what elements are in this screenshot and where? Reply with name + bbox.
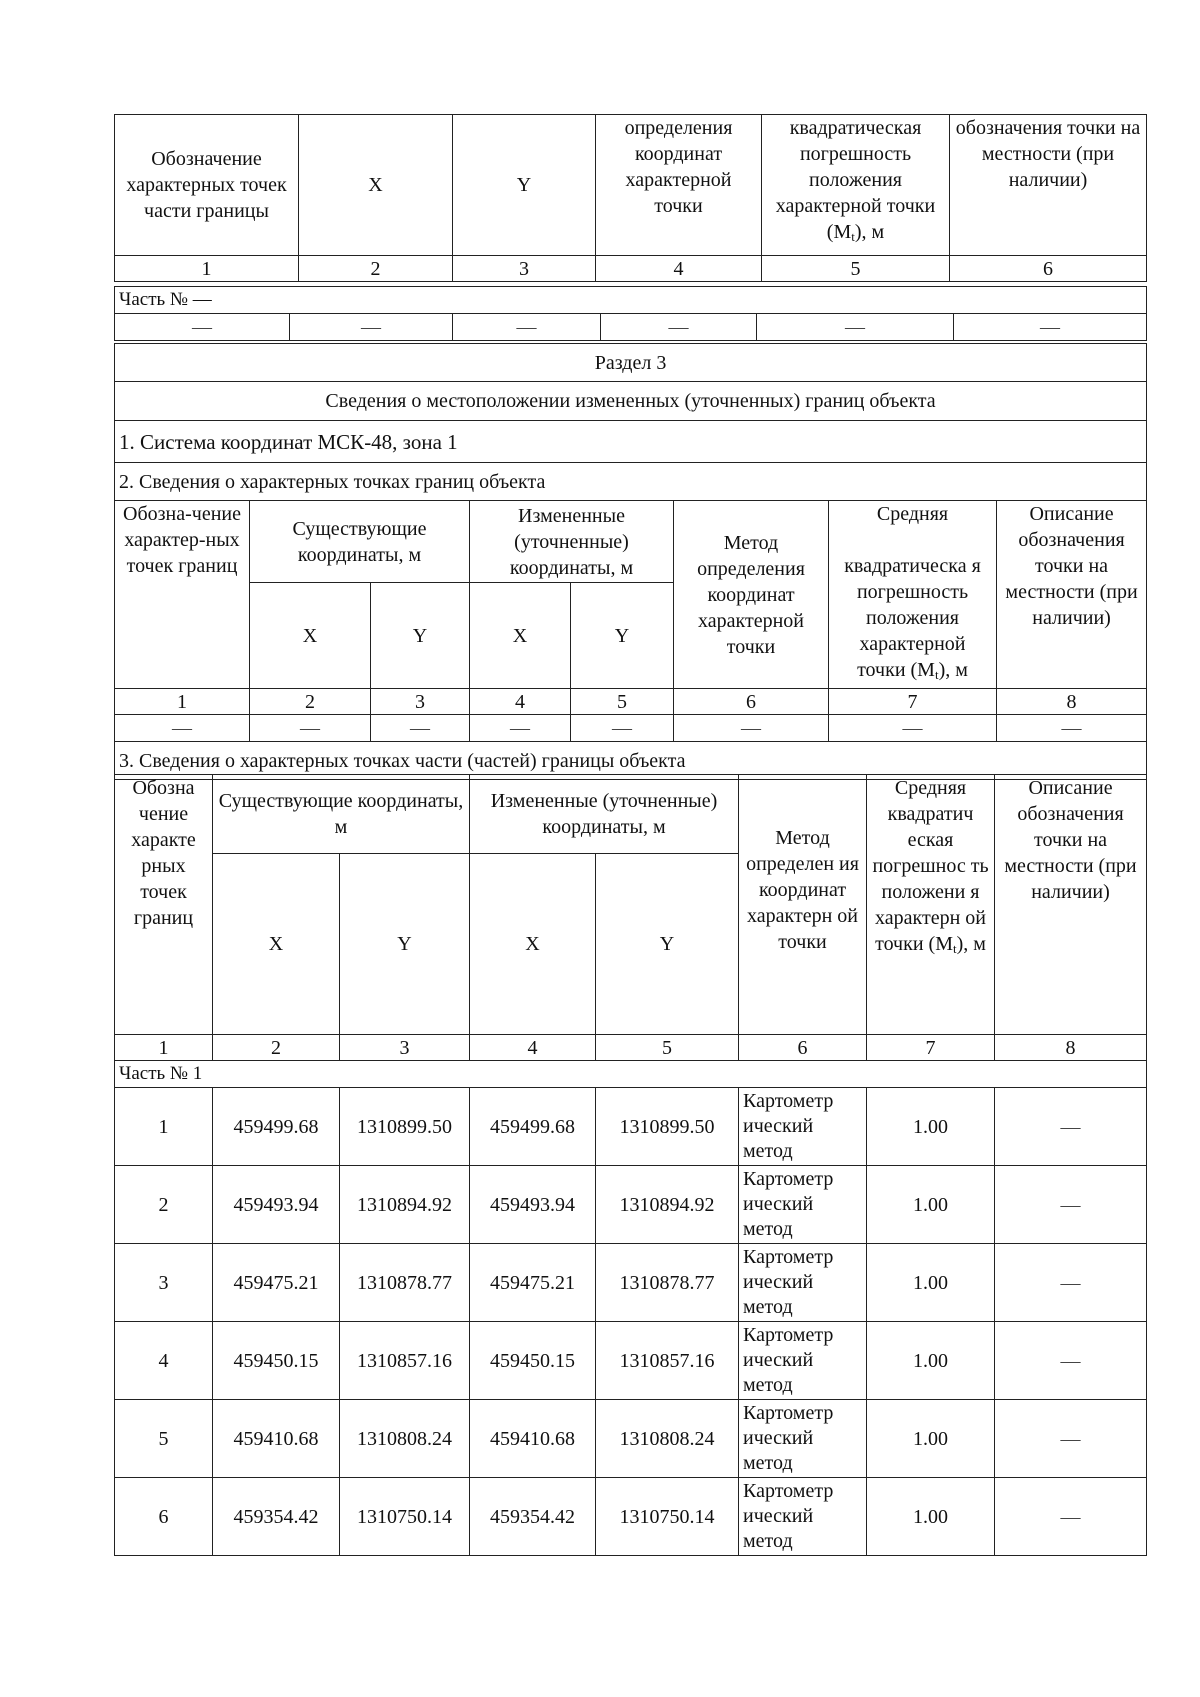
- table-row: [115, 1400, 1147, 1478]
- cell-error-value: 1.00: [867, 1322, 995, 1400]
- header-description: Описание обозначения точки на местности (при наличии): [997, 501, 1147, 689]
- cell-existing-x: 459475.21: [213, 1244, 340, 1322]
- cell-description: —: [995, 1322, 1147, 1400]
- cell-error-value: 1.00: [867, 1400, 995, 1478]
- col-number: 2: [299, 256, 453, 282]
- header-error: Средняя квадратич еская погрешнос ть положени я характерн ой точки $(M_t)$, м: [867, 775, 995, 1035]
- cell-changed-y: 1310750.14: [596, 1478, 739, 1556]
- cell-error-value: 1.00: [867, 1088, 995, 1166]
- cell-changed-x: 459450.15: [470, 1322, 596, 1400]
- table-cell: —: [115, 314, 290, 341]
- col-number: 6: [674, 689, 829, 715]
- col-number: 1: [115, 689, 250, 715]
- item-2-heading: 2. Сведения о характерных точках границ объекта: [115, 463, 1147, 501]
- col-number: 4: [470, 1035, 596, 1061]
- cell-existing-y: 1310750.14: [340, 1478, 470, 1556]
- part-label: Часть № —: [115, 287, 1147, 314]
- table-cell: —: [115, 715, 250, 742]
- table-cell: —: [954, 314, 1147, 341]
- coordinate-system: 1. Система координат МСК-48, зона 1: [115, 421, 1147, 463]
- col-number: 7: [829, 689, 997, 715]
- header-x: X: [250, 583, 371, 689]
- cell-point-number: 3: [115, 1244, 213, 1322]
- header-description: Описание обозначения точки на местности (при наличии): [995, 775, 1147, 1035]
- cell-method: Картометр ический метод: [739, 1478, 867, 1556]
- table-row: [115, 1166, 1147, 1244]
- cell-existing-x: 459410.68: [213, 1400, 340, 1478]
- header-y: Y: [340, 854, 470, 1035]
- col-number: 4: [470, 689, 571, 715]
- cell-error-value: 1.00: [867, 1244, 995, 1322]
- cell-method: Картометр ический метод: [739, 1400, 867, 1478]
- header-existing-coords: Существующие координаты, м: [250, 501, 470, 583]
- cell-error-value: 1.00: [867, 1166, 995, 1244]
- cell-existing-y: 1310899.50: [340, 1088, 470, 1166]
- table-row: [115, 1244, 1147, 1322]
- cell-description: —: [995, 1400, 1147, 1478]
- header-description: обозначения точки на местности (при наличии): [950, 115, 1147, 256]
- header-method: Метод определен ия координат характерн ой точки: [739, 775, 867, 1035]
- cell-changed-y: 1310899.50: [596, 1088, 739, 1166]
- table-section3: [114, 343, 1147, 780]
- col-number: 8: [995, 1035, 1147, 1061]
- header-designation: Обозна чение характе рных точек границ: [115, 775, 213, 1035]
- table-cell: —: [674, 715, 829, 742]
- table-row: [115, 1088, 1147, 1166]
- cell-changed-x: 459499.68: [470, 1088, 596, 1166]
- table-part-points: [114, 774, 1147, 1556]
- cell-method: Картометр ический метод: [739, 1244, 867, 1322]
- table-cell: —: [371, 715, 470, 742]
- item-3-heading: 3. Сведения о характерных точках части (частей) границы объекта: [115, 742, 1147, 780]
- col-number: 5: [596, 1035, 739, 1061]
- col-number: 2: [250, 689, 371, 715]
- col-number: 5: [762, 256, 950, 282]
- col-number: 3: [371, 689, 470, 715]
- cell-changed-x: 459493.94: [470, 1166, 596, 1244]
- cell-changed-x: 459410.68: [470, 1400, 596, 1478]
- col-number: 6: [739, 1035, 867, 1061]
- col-number: 3: [453, 256, 596, 282]
- cell-existing-x: 459499.68: [213, 1088, 340, 1166]
- table-cell: —: [829, 715, 997, 742]
- col-number: 4: [596, 256, 762, 282]
- cell-description: —: [995, 1244, 1147, 1322]
- table-cell: —: [290, 314, 453, 341]
- cell-existing-x: 459450.15: [213, 1322, 340, 1400]
- header-error: квадратическая погрешность положения характерной точки $(M_t)$, м: [762, 115, 950, 256]
- cell-changed-y: 1310894.92: [596, 1166, 739, 1244]
- col-number: 8: [997, 689, 1147, 715]
- table-part-boundary-points: [114, 114, 1147, 282]
- header-y: Y: [571, 583, 674, 689]
- table-row: [115, 1478, 1147, 1556]
- cell-error-value: 1.00: [867, 1478, 995, 1556]
- table-cell: —: [601, 314, 757, 341]
- cell-description: —: [995, 1088, 1147, 1166]
- header-designation: Обозначение характерных точек части границы: [115, 115, 299, 256]
- header-error: Средняя квадратическа я погрешность положения характерной точки $(M_t)$, м: [829, 501, 997, 689]
- table-cell: —: [250, 715, 371, 742]
- cell-changed-x: 459354.42: [470, 1478, 596, 1556]
- cell-point-number: 2: [115, 1166, 213, 1244]
- cell-existing-x: 459493.94: [213, 1166, 340, 1244]
- cell-point-number: 6: [115, 1478, 213, 1556]
- table-cell: —: [453, 314, 601, 341]
- col-number: 3: [340, 1035, 470, 1061]
- header-y: Y: [371, 583, 470, 689]
- cell-existing-x: 459354.42: [213, 1478, 340, 1556]
- header-method: определения координат характерной точки: [596, 115, 762, 256]
- col-number: 6: [950, 256, 1147, 282]
- table-row: [115, 1322, 1147, 1400]
- cell-description: —: [995, 1166, 1147, 1244]
- header-x: X: [213, 854, 340, 1035]
- table-cell: —: [470, 715, 571, 742]
- cell-existing-y: 1310857.16: [340, 1322, 470, 1400]
- section-title: Раздел 3: [115, 344, 1147, 382]
- cell-method: Картометр ический метод: [739, 1166, 867, 1244]
- part-label: Часть № 1: [115, 1061, 1147, 1088]
- cell-changed-x: 459475.21: [470, 1244, 596, 1322]
- table-part-empty: [114, 286, 1147, 341]
- col-number: 1: [115, 256, 299, 282]
- col-number: 2: [213, 1035, 340, 1061]
- cell-existing-y: 1310894.92: [340, 1166, 470, 1244]
- header-x: X: [299, 115, 453, 256]
- header-changed-coords: Измененные (уточненные) координаты, м: [470, 775, 739, 854]
- cell-point-number: 5: [115, 1400, 213, 1478]
- cell-description: —: [995, 1478, 1147, 1556]
- cell-method: Картометр ический метод: [739, 1088, 867, 1166]
- table-cell: —: [571, 715, 674, 742]
- header-y: Y: [453, 115, 596, 256]
- cell-point-number: 4: [115, 1322, 213, 1400]
- header-x: X: [470, 583, 571, 689]
- col-number: 1: [115, 1035, 213, 1061]
- cell-changed-y: 1310878.77: [596, 1244, 739, 1322]
- header-method: Метод определения координат характерной точки: [674, 501, 829, 689]
- cell-changed-y: 1310808.24: [596, 1400, 739, 1478]
- table-cell: —: [997, 715, 1147, 742]
- header-existing-coords: Существующие координаты, м: [213, 775, 470, 854]
- header-designation: Обозна-чение характер-ных точек границ: [115, 501, 250, 689]
- header-y: Y: [596, 854, 739, 1035]
- cell-changed-y: 1310857.16: [596, 1322, 739, 1400]
- header-changed-coords: Измененные (уточненные) координаты, м: [470, 501, 674, 583]
- cell-point-number: 1: [115, 1088, 213, 1166]
- cell-existing-y: 1310808.24: [340, 1400, 470, 1478]
- cell-method: Картометр ический метод: [739, 1322, 867, 1400]
- col-number: 7: [867, 1035, 995, 1061]
- section-subtitle: Сведения о местоположении измененных (уточненных) границ объекта: [115, 382, 1147, 421]
- col-number: 5: [571, 689, 674, 715]
- table-cell: —: [757, 314, 954, 341]
- header-x: X: [470, 854, 596, 1035]
- cell-existing-y: 1310878.77: [340, 1244, 470, 1322]
